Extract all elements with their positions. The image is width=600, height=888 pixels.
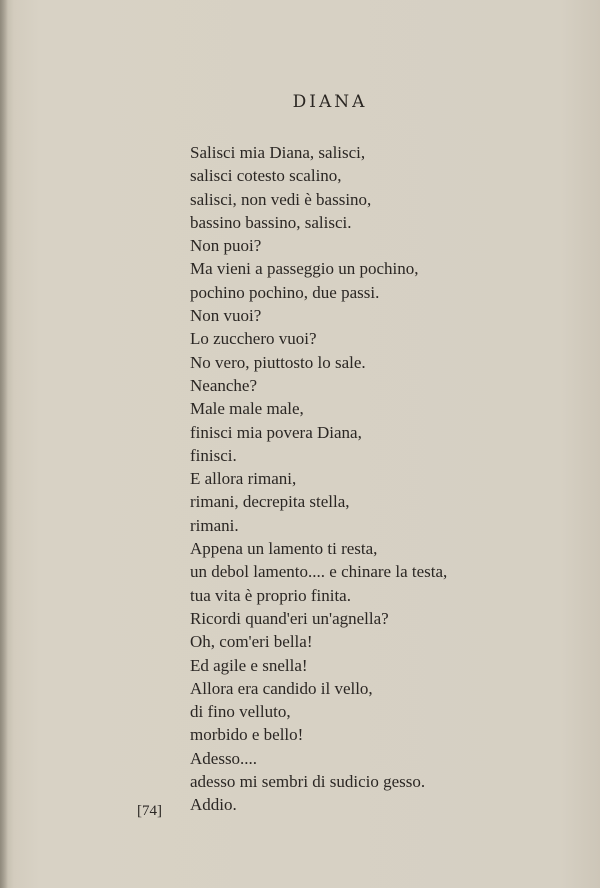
poem-line: Salisci mia Diana, salisci, (190, 143, 366, 162)
poem-line: Lo zucchero vuoi? (190, 329, 317, 349)
poem-line: tua vita è proprio finita. (190, 585, 351, 605)
poem-line: finisci mia povera Diana, (190, 422, 362, 442)
poem-line: di fino velluto, (190, 702, 291, 722)
poem-line: finisci. (190, 445, 237, 465)
poem-line: Male male male, (190, 399, 304, 419)
page-number: [74] (137, 803, 162, 819)
poem-line: Non vuoi? (190, 306, 262, 326)
poem-line: rimani. (190, 515, 239, 535)
poem-line: Adesso.... (190, 748, 258, 768)
poem-title: DIANA (292, 92, 368, 112)
poem-line: adesso mi sembri di sudicio gesso. (190, 772, 426, 792)
poem-line: salisci, non vedi è bassino, (190, 189, 372, 209)
poem-line: un debol lamento.... e chinare la testa, (190, 562, 448, 582)
spine-shadow (0, 0, 8, 888)
poem-line: pochino pochino, due passi. (190, 282, 380, 302)
poem-line: No vero, piuttosto lo sale. (190, 352, 366, 372)
poem-line: Ma vieni a passeggio un pochino, (190, 259, 419, 279)
poem-line: salisci cotesto scalino, (190, 166, 342, 186)
poem-line: Appena un lamento ti resta, (190, 539, 378, 559)
poem-line: Ricordi quand'eri un'agnella? (190, 608, 389, 628)
poem-line: rimani, decrepita stella, (190, 492, 350, 512)
poem-line: bassino bassino, salisci. (190, 212, 352, 232)
poem-body (190, 141, 590, 817)
poem-line: Ed agile e snella! (190, 655, 308, 675)
poem-line: morbido e bello! (190, 725, 304, 745)
poem-line: Non puoi? (190, 236, 262, 256)
poem-line: Oh, com'eri bella! (190, 632, 313, 652)
poem-line: Allora era candido il vello, (190, 678, 373, 698)
poem-line: Addio. (190, 795, 237, 815)
poem-line: Neanche? (190, 375, 258, 395)
poem-line: E allora rimani, (190, 469, 297, 489)
